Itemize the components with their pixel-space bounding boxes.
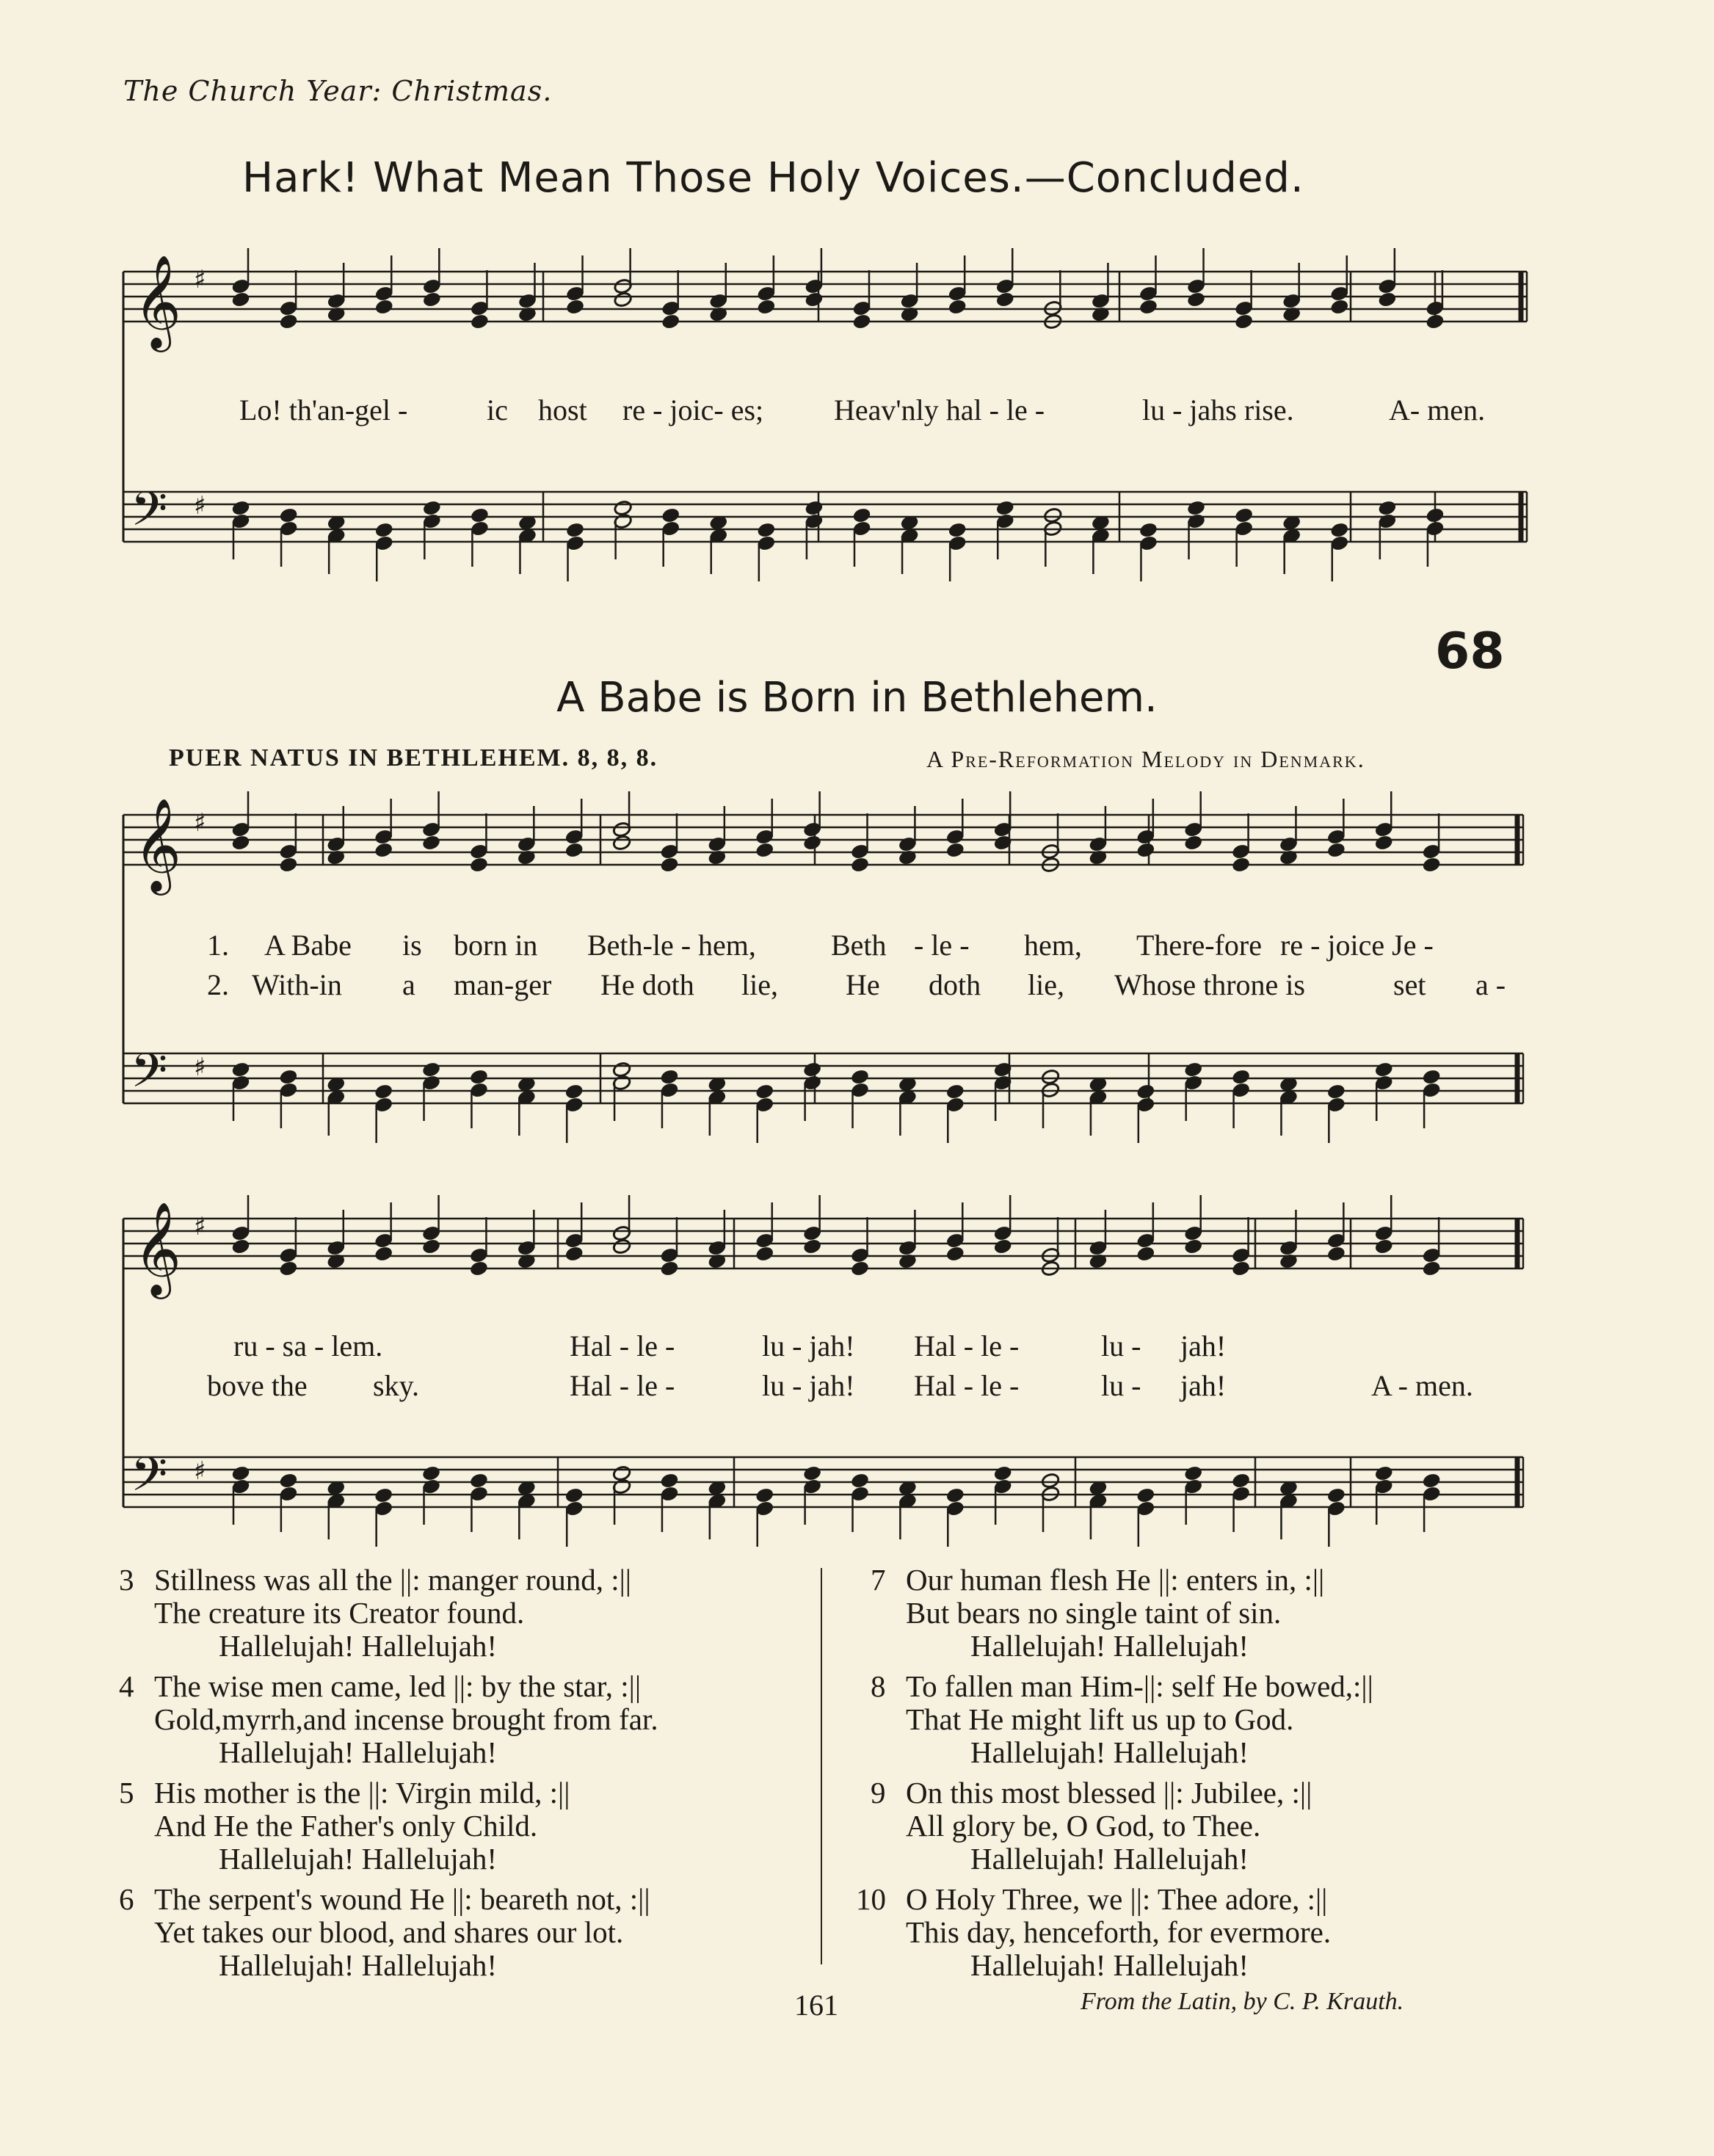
verse-number: 7 bbox=[871, 1563, 886, 1597]
tune-name: PUER NATUS IN BETHLEHEM. 8, 8, 8. bbox=[169, 744, 658, 772]
clef-glyph: ♯ bbox=[194, 491, 206, 520]
verse-number: 10 bbox=[856, 1882, 886, 1916]
note-head bbox=[1422, 1260, 1441, 1277]
note-head bbox=[948, 299, 967, 316]
note-head bbox=[565, 522, 584, 539]
note-head bbox=[422, 500, 441, 517]
note-head bbox=[564, 1084, 584, 1100]
note-head bbox=[1426, 313, 1445, 330]
s2l2-5: lu - bbox=[1101, 1369, 1141, 1402]
s2l2-7: A - men. bbox=[1371, 1369, 1473, 1402]
note-head bbox=[945, 1084, 965, 1100]
note-head bbox=[470, 507, 489, 524]
verse-line: Yet takes our blood, and shares our lot. bbox=[154, 1915, 624, 1949]
clef-glyph: 𝄢 bbox=[131, 482, 168, 548]
s1l2-0: 2. bbox=[207, 968, 229, 1001]
note-head bbox=[803, 1238, 822, 1255]
note-head bbox=[755, 1246, 774, 1263]
note-head bbox=[755, 842, 774, 859]
s1l1-5: Beth bbox=[831, 929, 887, 962]
note-head bbox=[231, 1238, 250, 1255]
note-head bbox=[995, 291, 1014, 308]
note-head bbox=[614, 500, 633, 517]
note-head bbox=[945, 1246, 965, 1263]
hymn-number: 68 bbox=[1435, 623, 1505, 680]
note-head bbox=[1139, 522, 1158, 539]
column-divider bbox=[821, 1568, 822, 1964]
note-head bbox=[1378, 500, 1397, 517]
note-head bbox=[422, 291, 441, 308]
note-head bbox=[852, 507, 871, 524]
s2l1-5: jah! bbox=[1180, 1329, 1227, 1362]
note-head bbox=[421, 1465, 440, 1482]
note-head bbox=[231, 500, 250, 517]
note-head bbox=[469, 1260, 488, 1277]
verse-number: 5 bbox=[119, 1776, 134, 1810]
s1l1-9: re - joice Je - bbox=[1280, 929, 1434, 962]
hymn1-lyric-7: A- men. bbox=[1389, 393, 1486, 427]
note-head bbox=[852, 313, 871, 330]
note-head bbox=[374, 1084, 393, 1100]
note-head bbox=[803, 1465, 822, 1482]
note-head bbox=[1235, 507, 1254, 524]
note-head bbox=[565, 299, 584, 316]
note-head bbox=[1326, 842, 1346, 859]
s2l1-0: ru - sa - lem. bbox=[233, 1329, 383, 1362]
clef-glyph: 𝄢 bbox=[131, 1044, 168, 1110]
note-head bbox=[421, 1238, 440, 1255]
s2l1-2: lu - jah! bbox=[762, 1329, 855, 1362]
note-head bbox=[374, 522, 393, 539]
note-head bbox=[1232, 1069, 1251, 1086]
note-head bbox=[612, 1465, 631, 1482]
note-head bbox=[850, 1260, 869, 1277]
note-head bbox=[1374, 835, 1393, 852]
s1l1-1: A Babe bbox=[264, 929, 352, 962]
clef-glyph: ♯ bbox=[194, 808, 206, 838]
verse-line: Stillness was all the ||: manger round, :|| bbox=[154, 1563, 632, 1597]
note-head bbox=[948, 522, 967, 539]
note-head bbox=[1136, 1487, 1155, 1504]
note-head bbox=[1235, 313, 1254, 330]
s1l1-2: is bbox=[402, 929, 422, 962]
note-head bbox=[850, 1473, 869, 1489]
note-head bbox=[374, 299, 393, 316]
note-head bbox=[231, 1061, 250, 1078]
note-head bbox=[279, 313, 298, 330]
hymn1-lyric-6: lu - jahs rise. bbox=[1142, 393, 1294, 427]
note-head bbox=[469, 1069, 488, 1086]
note-head bbox=[660, 1069, 679, 1086]
s1l1-7: hem, bbox=[1024, 929, 1082, 962]
verse-line: Hallelujah! Hallelujah! bbox=[219, 1948, 498, 1982]
note-head bbox=[1139, 299, 1158, 316]
note-head bbox=[1136, 1246, 1155, 1263]
note-head bbox=[1136, 1084, 1155, 1100]
note-head bbox=[1374, 1061, 1393, 1078]
note-head bbox=[660, 1473, 679, 1489]
verse-number: 9 bbox=[871, 1776, 886, 1810]
note-head bbox=[1426, 507, 1445, 524]
s1l2-5: lie, bbox=[741, 968, 778, 1001]
note-head bbox=[231, 835, 250, 852]
clef-glyph: 𝄞 bbox=[134, 254, 182, 348]
hymn1-lyric-5: Heav'nly hal - le - bbox=[834, 393, 1045, 427]
hymn2-title: A Babe is Born in Bethlehem. bbox=[556, 674, 1158, 722]
note-head bbox=[374, 842, 393, 859]
s1l2-1: With-in bbox=[252, 968, 342, 1001]
s2l2-1: sky. bbox=[373, 1369, 419, 1402]
clef-glyph: ♯ bbox=[194, 1456, 206, 1486]
verse-line: Hallelujah! Hallelujah! bbox=[970, 1842, 1249, 1876]
note-head bbox=[803, 1061, 822, 1078]
s1l1-8: There-fore bbox=[1136, 929, 1262, 962]
s1l2-4: He doth bbox=[600, 968, 694, 1001]
note-head bbox=[612, 1061, 631, 1078]
note-head bbox=[1326, 1246, 1346, 1263]
verse-line: Our human flesh He ||: enters in, :|| bbox=[906, 1563, 1325, 1597]
s1l2-10: set bbox=[1393, 968, 1426, 1001]
verse-line: The wise men came, led ||: by the star, :|| bbox=[154, 1669, 642, 1703]
note-head bbox=[757, 299, 776, 316]
s1l2-6: He bbox=[846, 968, 880, 1001]
note-head bbox=[1184, 835, 1203, 852]
note-head bbox=[1043, 507, 1062, 524]
s2l2-6: jah! bbox=[1180, 1369, 1227, 1402]
note-head bbox=[660, 1260, 679, 1277]
s2l1-3: Hal - le - bbox=[914, 1329, 1020, 1362]
s1l1-3: born in bbox=[454, 929, 538, 962]
clef-glyph: ♯ bbox=[194, 1212, 206, 1241]
note-head bbox=[1330, 299, 1349, 316]
s1l1-4: Beth-le - hem, bbox=[587, 929, 756, 962]
note-head bbox=[1184, 1238, 1203, 1255]
verse-line: Hallelujah! Hallelujah! bbox=[219, 1629, 498, 1663]
note-head bbox=[1232, 1260, 1251, 1277]
s2l2-4: Hal - le - bbox=[914, 1369, 1020, 1402]
note-head bbox=[1378, 291, 1397, 308]
note-head bbox=[945, 1487, 965, 1504]
verse-line: And He the Father's only Child. bbox=[154, 1809, 538, 1843]
note-head bbox=[279, 1473, 298, 1489]
note-head bbox=[850, 1069, 869, 1086]
note-head bbox=[231, 291, 250, 308]
note-head bbox=[660, 857, 679, 874]
hymn1-lyric-4: re - joic- es; bbox=[622, 393, 764, 427]
verse-line: O Holy Three, we ||: Thee adore, :|| bbox=[906, 1882, 1328, 1916]
note-head bbox=[1374, 1238, 1393, 1255]
note-head bbox=[755, 1084, 774, 1100]
s2l2-3: lu - jah! bbox=[762, 1369, 855, 1402]
verse-line: All glory be, O God, to Thee. bbox=[906, 1809, 1261, 1843]
note-head bbox=[755, 1487, 774, 1504]
note-head bbox=[850, 857, 869, 874]
verse-number: 3 bbox=[119, 1563, 134, 1597]
note-head bbox=[279, 1069, 298, 1086]
verse-line: To fallen man Him-||: self He bowed,:|| bbox=[906, 1669, 1373, 1703]
translation-credit: From the Latin, by C. P. Krauth. bbox=[1081, 1988, 1404, 2015]
clef-glyph: 𝄞 bbox=[134, 1201, 182, 1295]
clef-glyph: 𝄞 bbox=[134, 797, 182, 891]
note-head bbox=[279, 507, 298, 524]
note-head bbox=[421, 1061, 440, 1078]
hymn1-lyric-3: host bbox=[538, 393, 587, 427]
s1l2-8: lie, bbox=[1028, 968, 1064, 1001]
verse-line: That He might lift us up to God. bbox=[906, 1702, 1294, 1736]
melody-attribution: A Pre-Reformation Melody in Denmark. bbox=[926, 746, 1365, 772]
verse-number: 8 bbox=[871, 1669, 886, 1703]
s2l2-2: Hal - le - bbox=[570, 1369, 675, 1402]
note-head bbox=[1184, 1061, 1203, 1078]
note-head bbox=[1326, 1487, 1346, 1504]
hymn1-title: Hark! What Mean Those Holy Voices.—Concluded. bbox=[242, 154, 1304, 202]
s1l2-2: a bbox=[402, 968, 415, 1001]
verse-line: Hallelujah! Hallelujah! bbox=[219, 1735, 498, 1769]
note-head bbox=[1232, 1473, 1251, 1489]
s1l1-0: 1. bbox=[207, 929, 229, 962]
note-head bbox=[374, 1487, 393, 1504]
hymn1-lyric-1: Lo! th'an-gel - bbox=[239, 393, 408, 427]
note-head bbox=[1330, 522, 1349, 539]
clef-glyph: ♯ bbox=[194, 1053, 206, 1082]
note-head bbox=[661, 507, 680, 524]
note-head bbox=[470, 313, 489, 330]
note-head bbox=[993, 1465, 1012, 1482]
note-head bbox=[469, 1473, 488, 1489]
note-head bbox=[1136, 842, 1155, 859]
s1l2-3: man-ger bbox=[454, 968, 552, 1001]
s1l2-7: doth bbox=[929, 968, 981, 1001]
verse-line: This day, henceforth, for evermore. bbox=[906, 1915, 1332, 1949]
note-head bbox=[1186, 500, 1205, 517]
note-head bbox=[564, 1487, 584, 1504]
note-head bbox=[469, 857, 488, 874]
note-head bbox=[279, 1260, 298, 1277]
note-head bbox=[1326, 1084, 1346, 1100]
note-head bbox=[231, 1465, 250, 1482]
note-head bbox=[614, 291, 633, 308]
note-head bbox=[1041, 1069, 1060, 1086]
note-head bbox=[995, 500, 1014, 517]
note-head bbox=[1374, 1465, 1393, 1482]
s1l2-9: Whose throne is bbox=[1114, 968, 1305, 1001]
s2l1-4: lu - bbox=[1101, 1329, 1141, 1362]
clef-glyph: 𝄢 bbox=[131, 1448, 168, 1514]
note-head bbox=[612, 835, 631, 852]
verse-line: Hallelujah! Hallelujah! bbox=[970, 1629, 1249, 1663]
verse-line: Hallelujah! Hallelujah! bbox=[970, 1948, 1249, 1982]
note-head bbox=[1186, 291, 1205, 308]
running-head: The Church Year: Christmas. bbox=[123, 75, 553, 107]
note-head bbox=[1422, 1069, 1441, 1086]
s2l2-0: bove the bbox=[207, 1369, 308, 1402]
verse-number: 4 bbox=[119, 1669, 134, 1703]
note-head bbox=[1422, 1473, 1441, 1489]
verse-line: Hallelujah! Hallelujah! bbox=[219, 1842, 498, 1876]
note-head bbox=[993, 1238, 1012, 1255]
verse-line: But bears no single taint of sin. bbox=[906, 1596, 1282, 1630]
verse-line: The serpent's wound He ||: beareth not, :|| bbox=[154, 1882, 650, 1916]
note-head bbox=[803, 835, 822, 852]
note-head bbox=[661, 313, 680, 330]
note-head bbox=[612, 1238, 631, 1255]
note-head bbox=[564, 842, 584, 859]
verse-number: 6 bbox=[119, 1882, 134, 1916]
note-head bbox=[805, 500, 824, 517]
note-head bbox=[279, 857, 298, 874]
hymn1-lyric-2: ic bbox=[487, 393, 508, 427]
clef-glyph: ♯ bbox=[194, 265, 206, 294]
note-head bbox=[421, 835, 440, 852]
verse-line: Hallelujah! Hallelujah! bbox=[970, 1735, 1249, 1769]
verse-line: The creature its Creator found. bbox=[154, 1596, 525, 1630]
note-head bbox=[805, 291, 824, 308]
note-head bbox=[564, 1246, 584, 1263]
s2l1-1: Hal - le - bbox=[570, 1329, 675, 1362]
verse-line: His mother is the ||: Virgin mild, :|| bbox=[154, 1776, 570, 1810]
note-head bbox=[374, 1246, 393, 1263]
note-head bbox=[1184, 1465, 1203, 1482]
page-number: 161 bbox=[794, 1989, 838, 2022]
note-head bbox=[1422, 857, 1441, 874]
note-head bbox=[757, 522, 776, 539]
s1l2-11: a - bbox=[1475, 968, 1506, 1001]
s1l1-6: - le - bbox=[914, 929, 970, 962]
verse-line: On this most blessed ||: Jubilee, :|| bbox=[906, 1776, 1312, 1810]
note-head bbox=[1232, 857, 1251, 874]
note-head bbox=[1041, 1473, 1060, 1489]
verse-line: Gold,myrrh,and incense brought from far. bbox=[154, 1702, 658, 1736]
note-head bbox=[945, 842, 965, 859]
